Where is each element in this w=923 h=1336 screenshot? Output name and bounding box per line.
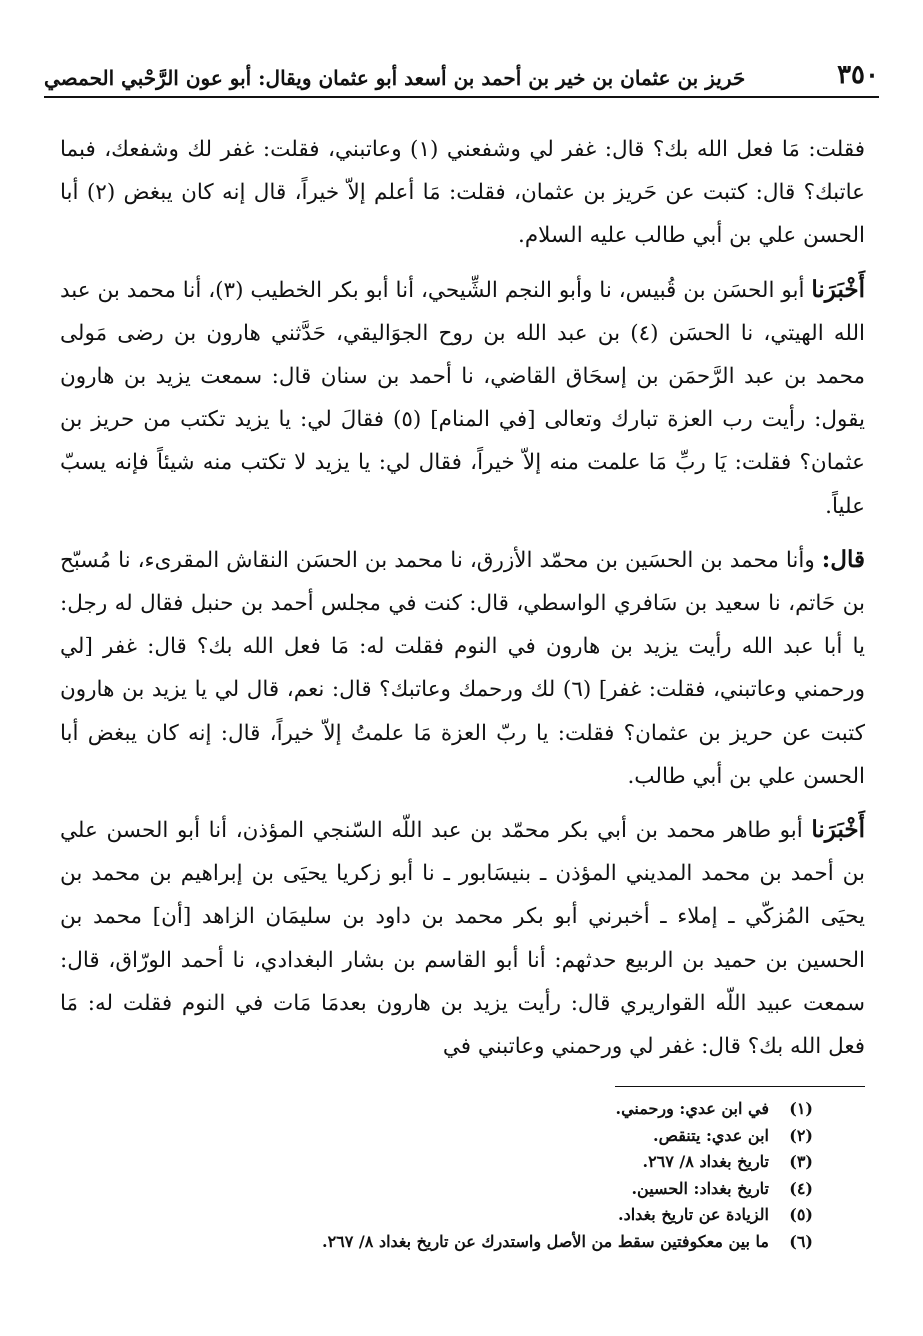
paragraph (60, 128, 865, 258)
footnote (60, 1229, 813, 1256)
footnote-separator (615, 1086, 865, 1087)
footnote (60, 1123, 813, 1150)
footnote-text: ابن عدي: يتنقص. (653, 1125, 769, 1145)
footnote-number: (٦) (789, 1231, 813, 1251)
running-head: حَريز بن عثمان بن خير بن أحمد بن أسعد أبو عثمان ويقال: أبو عون الرَّحْبي الحمصي (44, 66, 746, 90)
page-number: ٣٥٠ (837, 60, 879, 90)
paragraph (60, 538, 865, 798)
paragraph-text: أبو طاهر محمد بن أبي بكر محمّد بن عبد اللّه السّنجي المؤذن، أنا أبو الحسن علي بن أحمد بن محمد المديني المؤذن ـ بنيسَابور ـ نا أبو زكريا يحيَى بن إبراهيم بن محمد بن يحيَى المُزكّي ـ إملاء ـ أخبرني أبو بكر محمد بن داود بن سليمَان الزاهد [أن] محمد بن الحسين بن حميد بن الربيع حدثهم: أنا أبو القاسم بن بشار البغدادي، نا أحمد الورّاق، قال: سمعت عبيد اللّه القواريري قال: رأيت يزيد بن هارون بعدمَا مَات في النوم فقلت له: مَا فعل الله بك؟ قال: غفر لي ورحمني وعاتبني في (60, 818, 865, 1060)
main-text (60, 128, 865, 1078)
footnote-number: (٢) (789, 1125, 813, 1145)
paragraph-lead: أَخْبَرَنا (811, 275, 866, 303)
footnote (60, 1202, 813, 1229)
footnote-text: تاريخ بغداد ٨/ ٢٦٧. (642, 1152, 769, 1171)
paragraph-text: فقلت: مَا فعل الله بك؟ قال: غفر لي وشفعني (١) وعاتبني، فقلت: غفر لك وشفعك، فبما عاتبك؟ قال: كتبت عن حَريز بن عثمان، فقلت: مَا أعلم إلاّ خيراً، قال إنه كان يبغض (٢) أبا الحسن علي بن أبي طالب عليه السلام. (60, 137, 866, 249)
footnote-text: تاريخ بغداد: الحسين. (631, 1178, 769, 1198)
paragraph-text: وأنا محمد بن الحسَين بن محمّد الأزرق، نا محمد بن الحسَن النقاش المقرىء، نا مُسبّح بن حَاتم، نا سعيد بن سَافري الواسطي، قال: كنت في مجلس أحمد بن حنبل فقال له رجل: يا أبا عبد الله رأيت يزيد بن هارون في النوم فقلت له: مَا فعل الله بك؟ قال: غفر [لي ورحمني وعاتبني، فقلت: غفر] (٦) لك ورحمك وعاتبك؟ قال: نعم، قال لي يا يزيد بن هارون كتبت عن حريز بن عثمان؟ فقلت: يا ربّ العزة مَا علمتُ إلاّ خيراً، قال: إنه كان يبغض أبا الحسن علي بن أبي طالب. (60, 547, 865, 789)
footnote-number: (٥) (789, 1205, 813, 1224)
footnote (60, 1176, 813, 1203)
footnote (60, 1149, 813, 1176)
footnote-number: (٣) (789, 1152, 813, 1171)
paragraph-lead: أَخْبَرَنا (811, 816, 865, 844)
paragraph-lead: قال: (821, 545, 865, 573)
footnote-text: في ابن عدي: ورحمني. (615, 1099, 769, 1118)
paragraph-text: أبو الحسَن بن قُبيس، نا وأبو النجم الشِّيحي، أنا أبو بكر الخطيب (٣)، أنا محمد بن عبد الله الهيتي، نا الحسَن (٤) بن عبد الله بن روح الجوَاليقي، حَدَّثني هارون بن رضى مَولى محمد بن عبد الرَّحمَن بن إسحَاق القاضي، نا أحمد بن سنان قال: سمعت يزيد بن هارون يقول: رأيت رب العزة تبارك وتعالى [في المنام] (٥) فقالَ لي: يا يزيد تكتب من حريز بن عثمان؟ فقلت: يَا ربِّ مَا علمت منه إلاّ خيراً، فقال لي: يا يزيد لا تكتب منه شيئاً فإنه يسبّ علياً. (60, 277, 865, 519)
footnote-number: (٤) (789, 1178, 813, 1198)
paragraph (60, 268, 865, 528)
footnote-text: ما بين معكوفتين سقط من الأصل واستدرك عن تاريخ بغداد ٨/ ٢٦٧. (322, 1231, 769, 1251)
paragraph (60, 808, 865, 1068)
footnote-text: الزيادة عن تاريخ بغداد. (618, 1205, 769, 1224)
footnotes (60, 1096, 813, 1255)
footnote (60, 1096, 813, 1123)
page-header (44, 52, 879, 98)
footnote-number: (١) (789, 1099, 813, 1118)
